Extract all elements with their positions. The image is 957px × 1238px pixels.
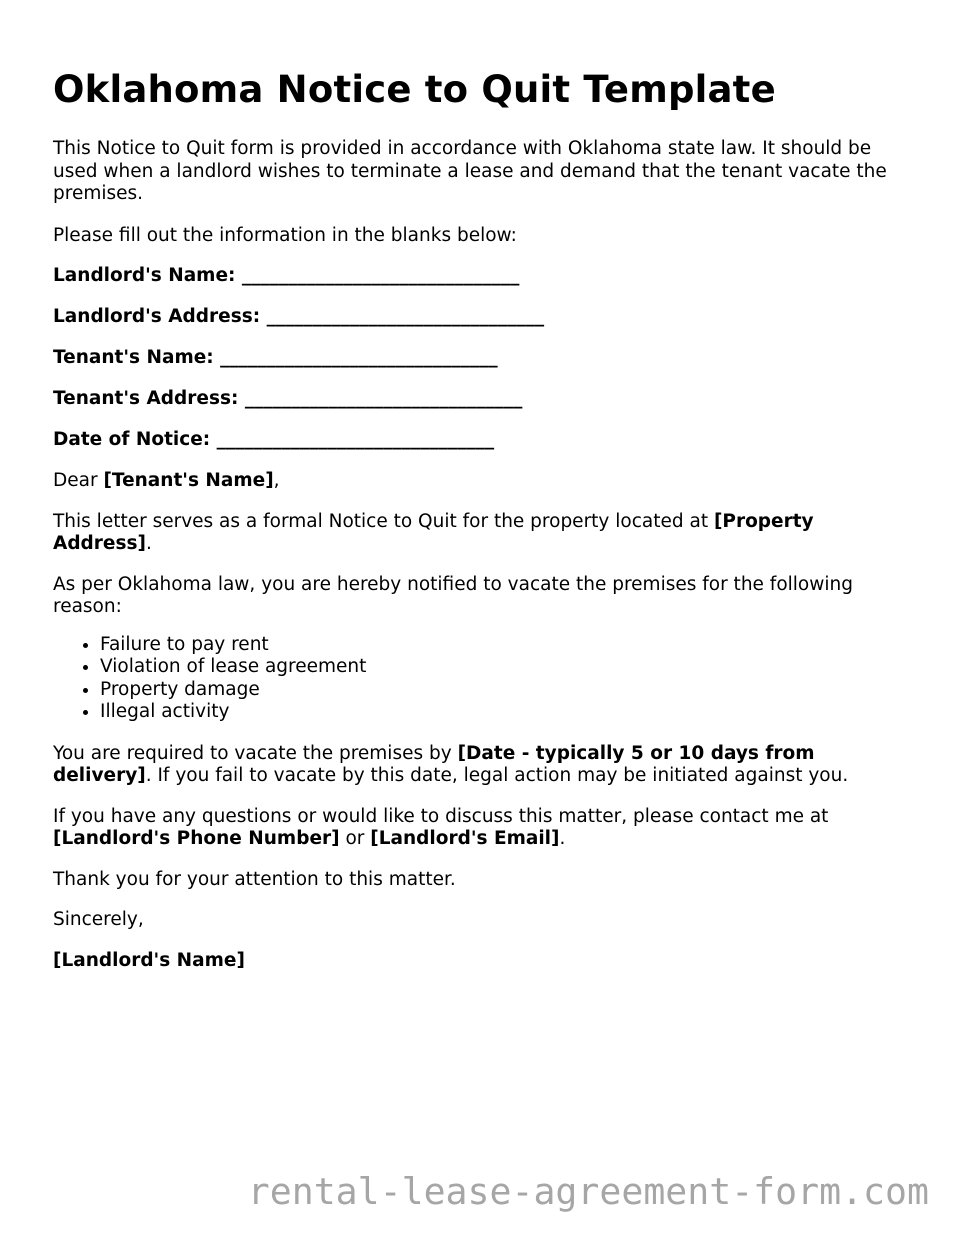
phone-placeholder: [Landlord's Phone Number] xyxy=(53,828,340,849)
email-placeholder: [Landlord's Email] xyxy=(370,828,560,849)
list-item: • Property damage xyxy=(100,679,913,702)
vacate-suffix: . If you fail to vacate by this date, legal action may be initiated against you. xyxy=(145,765,849,786)
reason-list xyxy=(53,634,913,724)
vacate-prefix: You are required to vacate the premises by xyxy=(53,742,458,764)
field-blank: ______________________________ xyxy=(216,429,495,450)
watermark-text: rental-lease-agreement-form.com xyxy=(247,1170,929,1213)
field-tenant-address xyxy=(53,388,913,411)
field-landlord-address xyxy=(53,306,913,329)
contact-middle: or xyxy=(339,828,371,849)
property-address-placeholder: [Property Address] xyxy=(53,510,814,554)
field-tenant-name xyxy=(53,347,913,370)
salutation-prefix: Dear xyxy=(53,470,104,491)
field-landlord-name xyxy=(53,265,913,288)
field-label: Tenant's Address: xyxy=(53,388,239,409)
salutation-tenant-name: [Tenant's Name] xyxy=(103,470,274,491)
field-date-of-notice xyxy=(53,429,913,452)
contact-suffix: . xyxy=(559,828,566,849)
field-blank: ______________________________ xyxy=(220,347,498,368)
property-suffix: . xyxy=(145,533,152,554)
intro-paragraph: This Notice to Quit form is provided in accordance with Oklahoma state law. It should be used when a landlord wishes to terminate a lease and demand that the tenant vacate the premises. xyxy=(53,138,887,204)
contact-prefix: If you have any questions or would like to discuss this matter, please contact me at xyxy=(53,805,829,827)
closing-text: Sincerely, xyxy=(53,909,144,930)
vacate-date-placeholder: [Date - typically 5 or 10 days from delivery] xyxy=(53,742,815,786)
signature-placeholder: [Landlord's Name] xyxy=(53,949,245,971)
instruction-text: Please fill out the information in the blanks below: xyxy=(53,224,517,246)
list-item: • Failure to pay rent xyxy=(100,634,913,657)
list-item: • Illegal activity xyxy=(100,701,913,724)
field-label: Landlord's Name: xyxy=(53,265,236,286)
field-blank: ______________________________ xyxy=(241,265,520,286)
vacate-paragraph xyxy=(53,743,913,788)
page-title: Oklahoma Notice to Quit Template xyxy=(53,68,776,111)
list-item: • Violation of lease agreement xyxy=(100,656,913,679)
field-label: Tenant's Name: xyxy=(53,347,214,368)
field-label: Landlord's Address: xyxy=(53,306,261,327)
salutation-suffix: , xyxy=(273,470,280,491)
salutation xyxy=(53,470,913,493)
thanks-text: Thank you for your attention to this matter. xyxy=(53,868,456,890)
reason-intro: As per Oklahoma law, you are hereby notified to vacate the premises for the following reason: xyxy=(53,573,853,617)
field-blank: ______________________________ xyxy=(244,388,523,409)
field-label: Date of Notice: xyxy=(53,429,211,450)
property-text: This letter serves as a formal Notice to Quit for the property located at xyxy=(53,510,714,532)
field-blank: ______________________________ xyxy=(266,306,545,327)
contact-paragraph xyxy=(53,806,913,851)
property-paragraph xyxy=(53,511,913,556)
document-page xyxy=(53,66,913,990)
